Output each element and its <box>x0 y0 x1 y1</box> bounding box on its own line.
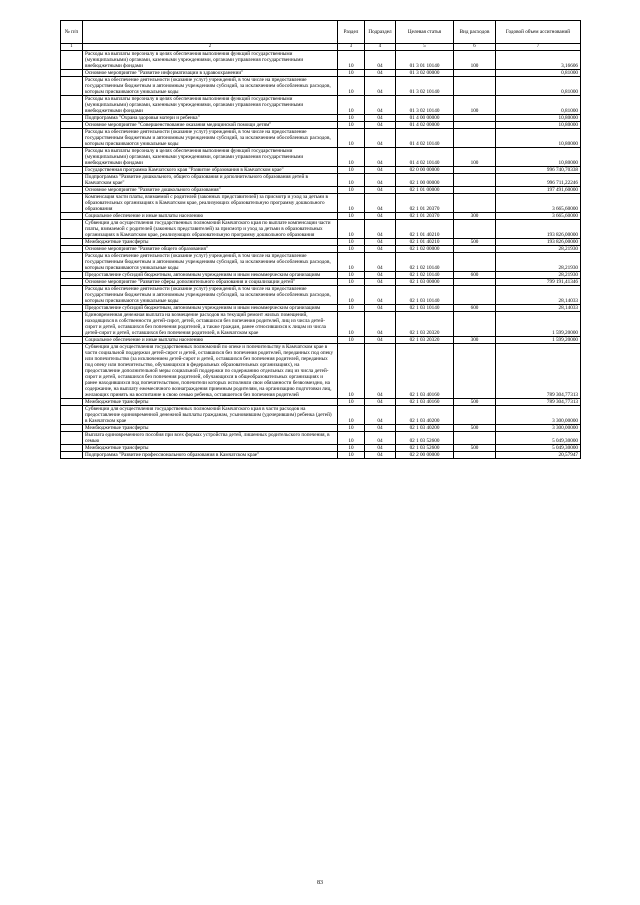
cell-vr <box>454 129 496 148</box>
table-row <box>61 174 581 187</box>
cell-razdel: 10 <box>338 272 365 279</box>
cell-csr: 02 1 03 52600 <box>396 432 454 445</box>
cell-csr: 02 1 02 00000 <box>396 246 454 253</box>
cell-csr: 02 1 00 00000 <box>396 174 454 187</box>
cell-vr <box>454 174 496 187</box>
cell-podrazdel: 04 <box>365 51 396 70</box>
cell-razdel: 10 <box>338 452 365 459</box>
cell-amount: 3 300,00000 <box>496 406 581 425</box>
cell-amount: 3 665,60000 <box>496 194 581 213</box>
cell-razdel: 10 <box>338 286 365 305</box>
table-row <box>61 96 581 115</box>
table-row <box>61 279 581 286</box>
cell-num <box>61 129 83 148</box>
cell-vr: 300 <box>454 337 496 344</box>
cell-podrazdel: 04 <box>365 167 396 174</box>
table-row <box>61 432 581 445</box>
table-row <box>61 122 581 129</box>
cell-vr <box>454 286 496 305</box>
cell-name: Расходы на обеспечение деятельности (оказание услуг) учреждений, в том числе на предоставление государственным бюджетным и автономным учреждениям субсидий, за исключением обособленных расходов, которым присваиваются уникальные коды <box>83 286 338 305</box>
cell-razdel: 10 <box>338 337 365 344</box>
cell-vr <box>454 432 496 445</box>
header-csr: Целевая статья <box>396 21 454 44</box>
colnum-3: 3 <box>338 44 365 51</box>
cell-razdel: 10 <box>338 129 365 148</box>
cell-podrazdel: 04 <box>365 253 396 272</box>
table-row <box>61 286 581 305</box>
cell-csr: 02 1 01 00000 <box>396 187 454 194</box>
colnum-6: 6 <box>454 44 496 51</box>
cell-amount: 10,80000 <box>496 148 581 167</box>
table-row <box>61 213 581 220</box>
cell-name: Расходы на обеспечение деятельности (оказание услуг) учреждений, в том числе на предоставление государственным бюджетным и автономным учреждениям субсидий, за исключением обособленных расходов, которым присваиваются уникальные коды <box>83 77 338 96</box>
cell-num <box>61 51 83 70</box>
table-row <box>61 399 581 406</box>
cell-razdel: 10 <box>338 425 365 432</box>
cell-vr: 500 <box>454 239 496 246</box>
cell-amount: 1 599,20000 <box>496 337 581 344</box>
cell-csr: 02 1 01 40210 <box>396 220 454 239</box>
colnum-1: 1 <box>61 44 83 51</box>
cell-amount: 193 826,00000 <box>496 220 581 239</box>
table-row <box>61 148 581 167</box>
table-row <box>61 70 581 77</box>
cell-razdel: 10 <box>338 246 365 253</box>
cell-name: Основное мероприятие "Развитие общего образования" <box>83 246 338 253</box>
cell-csr: 02 1 03 40160 <box>396 344 454 399</box>
cell-csr: 02 1 03 40160 <box>396 399 454 406</box>
cell-num <box>61 305 83 312</box>
table-header-row <box>61 21 581 44</box>
cell-vr <box>454 220 496 239</box>
cell-podrazdel: 04 <box>365 312 396 337</box>
cell-razdel: 10 <box>338 279 365 286</box>
cell-amount: 3 300,00000 <box>496 425 581 432</box>
cell-amount: 5 049,30000 <box>496 445 581 452</box>
cell-razdel: 10 <box>338 194 365 213</box>
colnum-5: 5 <box>396 44 454 51</box>
cell-amount: 3,16606 <box>496 51 581 70</box>
cell-name: Межбюджетные трансферты <box>83 239 338 246</box>
table-row <box>61 187 581 194</box>
cell-podrazdel: 04 <box>365 220 396 239</box>
cell-amount: 0,81000 <box>496 70 581 77</box>
cell-name: Основное мероприятие "Развитие дошкольного образования" <box>83 187 338 194</box>
cell-vr: 600 <box>454 305 496 312</box>
cell-razdel: 10 <box>338 344 365 399</box>
table-row <box>61 115 581 122</box>
cell-podrazdel: 04 <box>365 337 396 344</box>
cell-vr: 100 <box>454 148 496 167</box>
cell-csr: 02 1 03 52600 <box>396 445 454 452</box>
table-row <box>61 194 581 213</box>
header-razdel: Раздел <box>338 21 365 44</box>
cell-name: Предоставление субсидий бюджетным, автономным учреждениям и иным некоммерческим организациям <box>83 305 338 312</box>
cell-razdel: 10 <box>338 213 365 220</box>
cell-podrazdel: 04 <box>365 399 396 406</box>
cell-csr: 01 4 02 10140 <box>396 129 454 148</box>
cell-csr: 02 1 01 20370 <box>396 213 454 220</box>
cell-podrazdel: 04 <box>365 213 396 220</box>
table-row <box>61 452 581 459</box>
cell-podrazdel: 04 <box>365 425 396 432</box>
cell-razdel: 10 <box>338 77 365 96</box>
table-row <box>61 344 581 399</box>
cell-csr: 02 1 01 20370 <box>396 194 454 213</box>
cell-podrazdel: 04 <box>365 445 396 452</box>
cell-csr: 01 3 02 10140 <box>396 96 454 115</box>
table-row <box>61 167 581 174</box>
cell-vr <box>454 70 496 77</box>
table-row <box>61 272 581 279</box>
cell-vr <box>454 253 496 272</box>
table-row <box>61 51 581 70</box>
cell-name: Компенсация части платы, взимаемой с родителей (законных представителей) за присмотр и уход за детьми в образовательных организациях в Камчатском крае, реализующих образовательную программу дошкольного образования <box>83 194 338 213</box>
cell-name: Предоставление субсидий бюджетным, автономным учреждениям и иным некоммерческим организациям <box>83 272 338 279</box>
cell-vr: 600 <box>454 272 496 279</box>
cell-num <box>61 213 83 220</box>
cell-csr: 02 1 01 40210 <box>396 239 454 246</box>
cell-vr: 100 <box>454 96 496 115</box>
cell-num <box>61 432 83 445</box>
cell-podrazdel: 04 <box>365 77 396 96</box>
table-body <box>61 51 581 459</box>
cell-csr: 02 1 03 20320 <box>396 337 454 344</box>
cell-num <box>61 425 83 432</box>
table-row <box>61 305 581 312</box>
cell-podrazdel: 04 <box>365 344 396 399</box>
cell-vr <box>454 167 496 174</box>
cell-vr: 100 <box>454 51 496 70</box>
cell-name: Субвенции для осуществления государственных полномочий Камчатского края по выплате компенсации части платы, взимаемой с родителей (законных представителей) за присмотр и уход за детьми в образовательных организациях в Камчатском крае, реализующих образовательную программу дошкольного образования <box>83 220 338 239</box>
cell-num <box>61 253 83 272</box>
header-vr: Вид расходов <box>454 21 496 44</box>
cell-razdel: 10 <box>338 220 365 239</box>
cell-num <box>61 174 83 187</box>
cell-podrazdel: 04 <box>365 129 396 148</box>
header-podrazdel: Подраздел <box>365 21 396 44</box>
cell-podrazdel: 04 <box>365 70 396 77</box>
cell-csr: 01 4 02 10140 <box>396 148 454 167</box>
cell-num <box>61 148 83 167</box>
cell-razdel: 10 <box>338 187 365 194</box>
cell-num <box>61 406 83 425</box>
cell-csr: 02 1 03 20320 <box>396 312 454 337</box>
cell-razdel: 10 <box>338 148 365 167</box>
cell-podrazdel: 04 <box>365 305 396 312</box>
table-row <box>61 406 581 425</box>
cell-csr: 02 2 00 00000 <box>396 452 454 459</box>
cell-csr: 02 1 03 10140 <box>396 305 454 312</box>
cell-vr <box>454 344 496 399</box>
header-name <box>83 21 338 44</box>
table-row <box>61 337 581 344</box>
cell-vr <box>454 194 496 213</box>
cell-csr: 02 1 03 40200 <box>396 425 454 432</box>
cell-name: Расходы на выплаты персоналу в целях обеспечения выполнения функций государственными (муниципальными) органами, казенными учреждениями, органами управления государственными внебюджетными фондами <box>83 148 338 167</box>
cell-num <box>61 337 83 344</box>
cell-name: Подпрограмма "Развитие дошкольного, общего образования и дополнительного образования детей в Камчатском крае" <box>83 174 338 187</box>
cell-vr <box>454 279 496 286</box>
cell-vr <box>454 187 496 194</box>
cell-num <box>61 220 83 239</box>
cell-num <box>61 194 83 213</box>
cell-num <box>61 286 83 305</box>
cell-podrazdel: 04 <box>365 272 396 279</box>
cell-num <box>61 239 83 246</box>
cell-vr: 300 <box>454 213 496 220</box>
cell-razdel: 10 <box>338 96 365 115</box>
cell-amount: 3 665,60000 <box>496 213 581 220</box>
cell-csr: 02 1 03 10140 <box>396 286 454 305</box>
cell-razdel: 10 <box>338 115 365 122</box>
cell-csr: 01 4 02 00000 <box>396 122 454 129</box>
cell-amount: 789 304,77313 <box>496 399 581 406</box>
cell-num <box>61 115 83 122</box>
cell-razdel: 10 <box>338 432 365 445</box>
cell-razdel: 10 <box>338 406 365 425</box>
cell-csr: 01 3 02 00000 <box>396 70 454 77</box>
cell-podrazdel: 04 <box>365 194 396 213</box>
cell-podrazdel: 04 <box>365 452 396 459</box>
cell-amount: 10,80000 <box>496 115 581 122</box>
cell-num <box>61 96 83 115</box>
cell-amount: 193 826,00000 <box>496 239 581 246</box>
cell-razdel: 10 <box>338 167 365 174</box>
cell-csr: 02 1 02 10140 <box>396 272 454 279</box>
cell-podrazdel: 04 <box>365 279 396 286</box>
cell-razdel: 10 <box>338 174 365 187</box>
cell-num <box>61 445 83 452</box>
cell-razdel: 10 <box>338 445 365 452</box>
cell-amount: 0,81000 <box>496 96 581 115</box>
cell-vr <box>454 312 496 337</box>
cell-csr: 01 4 00 00000 <box>396 115 454 122</box>
cell-num <box>61 167 83 174</box>
cell-name: Социальное обеспечение и иные выплаты населению <box>83 337 338 344</box>
cell-num <box>61 344 83 399</box>
cell-vr: 500 <box>454 399 496 406</box>
cell-amount: 28,14033 <box>496 305 581 312</box>
table-row <box>61 77 581 96</box>
cell-amount: 1 599,20000 <box>496 312 581 337</box>
cell-num <box>61 279 83 286</box>
cell-amount: 28,21930 <box>496 246 581 253</box>
cell-vr: 500 <box>454 425 496 432</box>
cell-name: Выплата единовременного пособия при всех формах устройства детей, лишенных родительского попечения, в семью <box>83 432 338 445</box>
table-row <box>61 445 581 452</box>
cell-amount: 197 491,60000 <box>496 187 581 194</box>
cell-csr: 02 1 03 00000 <box>396 279 454 286</box>
cell-vr <box>454 452 496 459</box>
cell-podrazdel: 04 <box>365 286 396 305</box>
cell-vr <box>454 246 496 253</box>
cell-podrazdel: 04 <box>365 148 396 167</box>
cell-name: Расходы на выплаты персоналу в целях обеспечения выполнения функций государственными (муниципальными) органами, казенными учреждениями, органами управления государственными внебюджетными фондами <box>83 51 338 70</box>
colnum-4: 4 <box>365 44 396 51</box>
cell-podrazdel: 04 <box>365 406 396 425</box>
table-row <box>61 246 581 253</box>
cell-name: Межбюджетные трансферты <box>83 425 338 432</box>
cell-name: Основное мероприятие "Совершенствование оказания медицинской помощи детям" <box>83 122 338 129</box>
colnum-2: 2 <box>83 44 338 51</box>
cell-num <box>61 77 83 96</box>
cell-name: Межбюджетные трансферты <box>83 399 338 406</box>
table-row <box>61 220 581 239</box>
cell-amount: 28,14033 <box>496 286 581 305</box>
cell-name: Основное мероприятие "Развитие сферы дополнительного образования и социализации детей" <box>83 279 338 286</box>
cell-num <box>61 312 83 337</box>
cell-csr: 01 3 01 10140 <box>396 51 454 70</box>
table-row <box>61 253 581 272</box>
cell-razdel: 10 <box>338 399 365 406</box>
cell-amount: 799 191,41346 <box>496 279 581 286</box>
cell-amount: 20,57947 <box>496 452 581 459</box>
header-num: № п/п <box>61 21 83 44</box>
cell-name: Расходы на обеспечение деятельности (оказание услуг) учреждений, в том числе на предоставление государственным бюджетным и автономным учреждениям субсидий, за исключением обособленных расходов, которым присваиваются уникальные коды <box>83 253 338 272</box>
cell-razdel: 10 <box>338 312 365 337</box>
document-page <box>60 20 580 459</box>
cell-num <box>61 246 83 253</box>
cell-vr <box>454 122 496 129</box>
cell-amount: 789 304,77313 <box>496 344 581 399</box>
cell-csr: 02 1 03 40200 <box>396 406 454 425</box>
cell-name: Расходы на выплаты персоналу в целях обеспечения выполнения функций государственными (муниципальными) органами, казенными учреждениями, органами управления государственными внебюджетными фондами <box>83 96 338 115</box>
cell-num <box>61 399 83 406</box>
cell-amount: 0,81000 <box>496 77 581 96</box>
cell-name: Основное мероприятие "Развитие информатизации в здравоохранении" <box>83 70 338 77</box>
cell-razdel: 10 <box>338 305 365 312</box>
cell-num <box>61 70 83 77</box>
budget-table <box>60 20 581 459</box>
cell-podrazdel: 04 <box>365 239 396 246</box>
cell-razdel: 10 <box>338 51 365 70</box>
header-amount: Годовой объем ассигнований <box>496 21 581 44</box>
cell-podrazdel: 04 <box>365 246 396 253</box>
cell-amount: 10,80000 <box>496 122 581 129</box>
cell-name: Субвенции для осуществления государственных полномочий Камчатского края в части расходов на предоставление единовременной денежной выплаты гражданам, усыновившим (удочерившим) ребенка (детей) в Камчатском крае <box>83 406 338 425</box>
page-number: 83 <box>317 880 323 886</box>
cell-name: Межбюджетные трансферты <box>83 445 338 452</box>
cell-vr: 500 <box>454 445 496 452</box>
table-row <box>61 129 581 148</box>
cell-podrazdel: 04 <box>365 96 396 115</box>
cell-razdel: 10 <box>338 70 365 77</box>
cell-amount: 28,21930 <box>496 253 581 272</box>
table-row <box>61 312 581 337</box>
cell-csr: 02 1 02 10140 <box>396 253 454 272</box>
cell-csr: 02 0 00 00000 <box>396 167 454 174</box>
cell-amount: 996 740,70338 <box>496 167 581 174</box>
cell-podrazdel: 04 <box>365 115 396 122</box>
cell-podrazdel: 04 <box>365 122 396 129</box>
cell-razdel: 10 <box>338 239 365 246</box>
cell-vr <box>454 115 496 122</box>
cell-amount: 10,80000 <box>496 129 581 148</box>
cell-razdel: 10 <box>338 122 365 129</box>
column-number-row <box>61 44 581 51</box>
cell-vr <box>454 77 496 96</box>
cell-name: Расходы на обеспечение деятельности (оказание услуг) учреждений, в том числе на предоставление государственным бюджетным и автономным учреждениям субсидий, за исключением обособленных расходов, которым присваиваются уникальные коды <box>83 129 338 148</box>
cell-name: Подпрограмма "Развитие профессионального образования в Камчатском крае" <box>83 452 338 459</box>
table-row <box>61 239 581 246</box>
cell-razdel: 10 <box>338 253 365 272</box>
cell-num <box>61 122 83 129</box>
cell-num <box>61 452 83 459</box>
cell-amount: 996 711,22246 <box>496 174 581 187</box>
cell-vr <box>454 406 496 425</box>
cell-name: Подпрограмма "Охрана здоровья матери и ребенка" <box>83 115 338 122</box>
cell-podrazdel: 04 <box>365 187 396 194</box>
cell-podrazdel: 04 <box>365 174 396 187</box>
cell-name: Социальное обеспечение и иные выплаты населению <box>83 213 338 220</box>
cell-podrazdel: 04 <box>365 432 396 445</box>
cell-name: Субвенции для осуществления государственных полномочий по опеке и попечительству в Камчатском крае в части социальной поддержки детей-сирот и детей, оставшихся без попечения родителей, переданных под опеку или попечительство (за исключением детей-сирот и детей, оставшихся без попечения родителей, переданных под опеку или попечительство, обучающихся в федеральных образовательных организациях), на предоставление дополнительной меры социальной поддержки по содержанию отдельных лиц из числа детей-сирот и детей, оставшихся без попечения родителей, обучающихся в общеобразовательных организациях и ранее находившихся под попечительством, попечители которых исполняли свои обязанности безвозмездно, на содержание, на выплату ежемесячного вознаграждения приемным родителям, на организацию подготовки лиц, желающих принять на воспитание в свою семью ребенка, оставшегося без попечения родителей <box>83 344 338 399</box>
cell-num <box>61 187 83 194</box>
colnum-7: 7 <box>496 44 581 51</box>
cell-amount: 5 049,30000 <box>496 432 581 445</box>
cell-csr: 01 3 02 10140 <box>396 77 454 96</box>
cell-name: Государственная программа Камчатского края "Развитие образования в Камчатском крае" <box>83 167 338 174</box>
cell-amount: 28,21930 <box>496 272 581 279</box>
cell-num <box>61 272 83 279</box>
cell-name: Единовременная денежная выплата на возмещение расходов на текущий ремонт жилых помещений, находящихся в собственности детей-сирот, детей, оставшихся без попечения родителей, лиц из числа детей-сирот и детей, оставшихся без попечения родителей, а также граждан, ранее относившихся к лицам из числа детей-сирот и детей, оставшихся без попечения родителей, в Камчатском крае <box>83 312 338 337</box>
table-row <box>61 425 581 432</box>
